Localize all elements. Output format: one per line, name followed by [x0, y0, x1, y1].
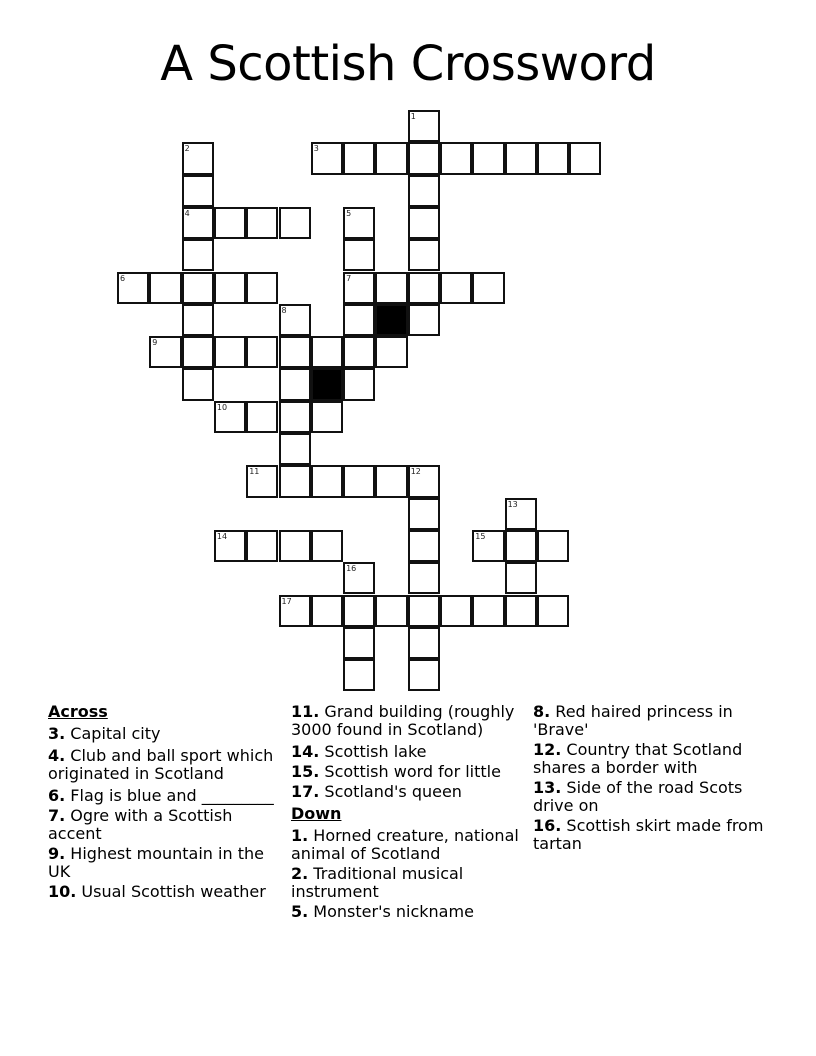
- clue-number: 5: [346, 208, 352, 218]
- grid-cell[interactable]: [375, 142, 407, 174]
- grid-cell[interactable]: [279, 336, 311, 368]
- clue-down-1: 1. Horned creature, national animal of Scotland: [291, 826, 519, 863]
- grid-cell[interactable]: [182, 368, 214, 400]
- grid-cell[interactable]: [182, 239, 214, 271]
- clue-number: 16: [346, 564, 357, 574]
- grid-cell[interactable]: [375, 595, 407, 627]
- grid-cell[interactable]: [440, 595, 472, 627]
- grid-cell[interactable]: [182, 272, 214, 304]
- grid-cell[interactable]: [311, 595, 343, 627]
- grid-cell[interactable]: [440, 142, 472, 174]
- black-cell: [311, 368, 343, 400]
- clue-across-3: 3. Capital city: [48, 724, 161, 743]
- clue-number: 15: [475, 531, 486, 541]
- grid-cell[interactable]: [408, 465, 440, 497]
- page-title: A Scottish Crossword: [160, 36, 656, 92]
- grid-cell[interactable]: [311, 465, 343, 497]
- clue-number: 10: [216, 402, 228, 412]
- clue-number: 9: [152, 338, 158, 348]
- grid-cell[interactable]: [182, 336, 214, 368]
- clue-down-5: 5. Monster's nickname: [291, 902, 474, 921]
- grid-cell[interactable]: [279, 465, 311, 497]
- down-heading: Down: [291, 804, 342, 823]
- grid-cell[interactable]: [182, 304, 214, 336]
- grid-cell[interactable]: [279, 530, 311, 562]
- grid-cell[interactable]: [472, 530, 504, 562]
- grid-cell[interactable]: [343, 239, 375, 271]
- grid-cell[interactable]: [246, 207, 278, 239]
- grid-cell[interactable]: [408, 239, 440, 271]
- grid-cell[interactable]: [343, 659, 375, 691]
- grid-cell[interactable]: [505, 562, 537, 594]
- grid-cell[interactable]: [311, 530, 343, 562]
- grid-cell[interactable]: [505, 530, 537, 562]
- clue-number: 8: [281, 305, 287, 315]
- grid-cell[interactable]: [505, 498, 537, 530]
- grid-cell[interactable]: [472, 595, 504, 627]
- grid-cell[interactable]: [505, 142, 537, 174]
- clues-column-1: [48, 703, 280, 905]
- grid-cell[interactable]: [408, 659, 440, 691]
- clue-across-7: 7. Ogre with a Scottish accent: [48, 806, 233, 843]
- clue-across-14: 14. Scottish lake: [291, 742, 427, 761]
- grid-cell[interactable]: [343, 627, 375, 659]
- grid-cell[interactable]: [214, 272, 246, 304]
- grid-cell[interactable]: [311, 401, 343, 433]
- across-heading: Across: [48, 702, 108, 721]
- grid-cell[interactable]: [408, 530, 440, 562]
- clue-number: 7: [346, 273, 352, 283]
- grid-cell[interactable]: [408, 304, 440, 336]
- grid-cell[interactable]: [279, 401, 311, 433]
- grid-cell[interactable]: [343, 304, 375, 336]
- grid-cell[interactable]: [279, 368, 311, 400]
- grid-cell[interactable]: [375, 465, 407, 497]
- clue-down-13: 13. Side of the road Scots drive on: [533, 778, 743, 815]
- clue-number: 1: [410, 112, 416, 121]
- grid-cell[interactable]: [311, 142, 343, 174]
- clue-down-2: 2. Traditional musical instrument: [291, 864, 464, 901]
- clue-number: 3: [313, 144, 319, 154]
- clue-number: 6: [120, 273, 126, 283]
- grid-cell[interactable]: [149, 272, 181, 304]
- clue-down-12: 12. Country that Scotland shares a border with: [533, 740, 743, 777]
- grid-cell[interactable]: [472, 142, 504, 174]
- grid-cell[interactable]: [537, 595, 569, 627]
- grid-cell[interactable]: [246, 336, 278, 368]
- grid-cell[interactable]: [117, 272, 149, 304]
- grid-cell[interactable]: [472, 272, 504, 304]
- grid-cell[interactable]: [149, 336, 181, 368]
- grid-cell[interactable]: [246, 401, 278, 433]
- clue-number: 11: [249, 467, 260, 477]
- clue-across-11: 11. Grand building (roughly 3000 found in Scotland): [291, 702, 515, 739]
- grid-cell[interactable]: [375, 336, 407, 368]
- clue-number: 12: [410, 467, 421, 477]
- grid-cell[interactable]: [246, 530, 278, 562]
- grid-cell[interactable]: [408, 175, 440, 207]
- grid-cell[interactable]: [343, 595, 375, 627]
- grid-cell[interactable]: [408, 207, 440, 239]
- clues-column-2: [291, 703, 526, 925]
- crossword-grid: [117, 110, 637, 700]
- grid-cell[interactable]: [214, 530, 246, 562]
- grid-cell[interactable]: [408, 627, 440, 659]
- clue-down-8: 8. Red haired princess in 'Brave': [533, 702, 733, 739]
- clue-number: 17: [281, 596, 292, 606]
- grid-cell[interactable]: [343, 142, 375, 174]
- grid-cell[interactable]: [408, 498, 440, 530]
- grid-cell[interactable]: [311, 336, 343, 368]
- grid-cell[interactable]: [343, 272, 375, 304]
- grid-cell[interactable]: [408, 595, 440, 627]
- clue-number: 13: [507, 499, 518, 509]
- clue-across-17: 17. Scotland's queen: [291, 782, 462, 801]
- grid-cell[interactable]: [440, 272, 472, 304]
- grid-cell[interactable]: [343, 336, 375, 368]
- grid-cell[interactable]: [343, 562, 375, 594]
- clue-number: 2: [184, 144, 190, 154]
- grid-cell[interactable]: [569, 142, 601, 174]
- grid-cell[interactable]: [214, 207, 246, 239]
- grid-cell[interactable]: [537, 142, 569, 174]
- clue-across-9: 9. Highest mountain in the UK: [48, 844, 264, 881]
- grid-cell[interactable]: [214, 336, 246, 368]
- grid-cell[interactable]: [182, 175, 214, 207]
- clue-number: 4: [184, 208, 190, 218]
- clue-number: 14: [216, 531, 228, 541]
- grid-cell[interactable]: [408, 142, 440, 174]
- grid-cell[interactable]: [279, 433, 311, 465]
- clue-across-15: 15. Scottish word for little: [291, 762, 501, 781]
- grid-cell[interactable]: [408, 110, 440, 142]
- grid-cell[interactable]: [505, 595, 537, 627]
- grid-cell[interactable]: [279, 304, 311, 336]
- grid-cell[interactable]: [246, 465, 278, 497]
- grid-cell[interactable]: [214, 401, 246, 433]
- grid-cell[interactable]: [537, 530, 569, 562]
- grid-cell[interactable]: [182, 207, 214, 239]
- grid-cell[interactable]: [182, 142, 214, 174]
- clue-across-6: 6. Flag is blue and _________: [48, 786, 274, 805]
- black-cell: [375, 304, 407, 336]
- grid-cell[interactable]: [408, 272, 440, 304]
- grid-cell[interactable]: [343, 368, 375, 400]
- grid-cell[interactable]: [375, 272, 407, 304]
- grid-cell[interactable]: [408, 562, 440, 594]
- grid-cell[interactable]: [343, 465, 375, 497]
- clue-across-4: 4. Club and ball sport which originated in Scotland: [48, 746, 274, 783]
- grid-cell[interactable]: [343, 207, 375, 239]
- grid-cell[interactable]: [279, 207, 311, 239]
- clue-across-10: 10. Usual Scottish weather: [48, 882, 266, 901]
- grid-cell[interactable]: [279, 595, 311, 627]
- grid-cell[interactable]: [246, 272, 278, 304]
- clues-column-3: [533, 703, 768, 857]
- clue-down-16: 16. Scottish skirt made from tartan: [533, 816, 764, 853]
